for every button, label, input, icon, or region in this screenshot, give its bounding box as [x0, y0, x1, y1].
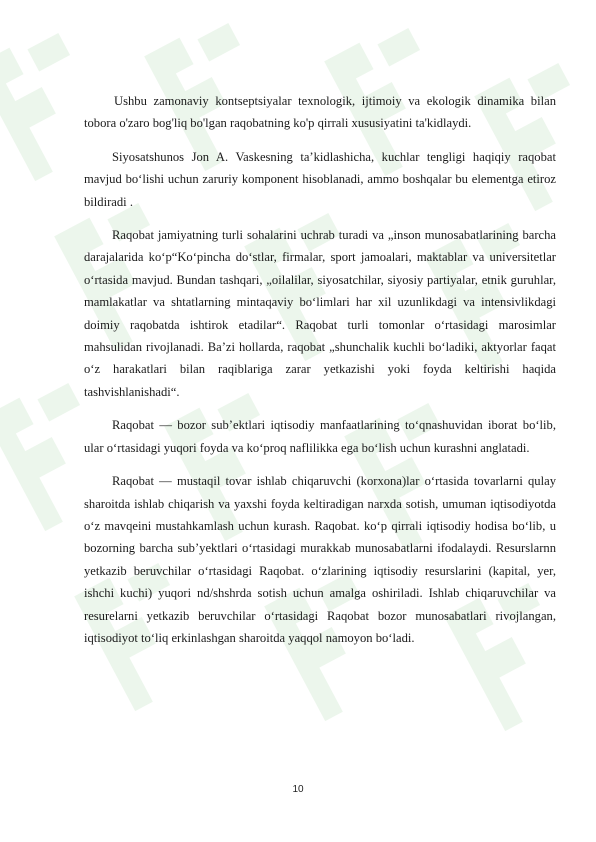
- document-body: [84, 90, 556, 660]
- paragraph-5: Raqobat — mustaqil tovar ishlab chiqaruvchi (korxona)lar o‘rtasida tovarlarni qulay sharoitda ishlab chiqarish va yaxshi foyda keltiradigan narxda sotish, umuman iqtisodiyotda o‘z mavqeini mustahkamlash uchun kurash. Raqobat. ko‘p qirrali iqtisodiy hodisa bo‘lib, u bozorning barcha sub’yektlari o‘rtasidagi murakkab munosabatlarni ifodalaydi. Resurslarnn yetkazib beruvchilar o‘rtasidagi Raqobat. o‘zlarining iqtisodiy resurslarini (kapital, yer, ishchi kuchi) yuqori nd/shshrda sotish uchun amalga oshiriladi. Ishlab chiqaruvchilar va resurelarni yetkazib beruvchilar o‘rtasidagi Raqobat bozor munosabatlari rivojlangan, iqtisodiyot to‘liq erkinlashgan sharoitda yaqqol namoyon bo‘ladi.: [84, 474, 556, 645]
- paragraph-1: Ushbu zamonaviy kontseptsiyalar texnologik, ijtimoiy va ekologik dinamika bilan tobora o'zaro bog'liq bo'lgan raqobatning ko'p qirrali xususiyatini ta'kidlaydi.: [84, 94, 556, 131]
- page-number: 10: [292, 784, 304, 795]
- paragraph-3: Raqobat jamiyatning turli sohalarini uchrab turadi va „inson munosabatlarining barcha darajalarida ko‘p“Ko‘pincha do‘stlar, firmalar, sport jamoalari, maktablar va universitetlar o‘rtasida mavjud. Bundan tashqari, „oilalilar, siyosatchilar, siyosiy partiyalar, etnik guruhlar, mamlakatlar va shtatlarning mintaqaviy bo‘limlari har xil uzunlikdagi va intensivlikdagi doimiy raqobatda ishtirok etadilar“. Raqobat turli tomonlar o‘rtasidagi marosimlar mahsulidan rivojlanadi. Ba’zi hollarda, raqobat „shunchalik kuchli bo‘ladiki, aktyorlar faqat o‘z harakatlari bilan raqiblariga zarar yetkazishi yoki foyda keltirishi haqida tashvishlanishadi“.: [84, 228, 556, 399]
- paragraph-4: Raqobat — bozor sub’ektlari iqtisodiy manfaatlarining to‘qnashuvidan iborat bo‘lib, ular o‘rtasidagi yuqori foyda va ko‘proq naflilikka ega bo‘lish uchun kurashni anglatadi.: [84, 418, 556, 455]
- paragraph-2: Siyosatshunos Jon A. Vaskesning ta’kidlashicha, kuchlar tengligi haqiqiy raqobat mavjud bo‘lishi uchun zaruriy komponent hisoblanadi, ammo boshqalar bu elementga etiroz bildiradi .: [84, 149, 556, 209]
